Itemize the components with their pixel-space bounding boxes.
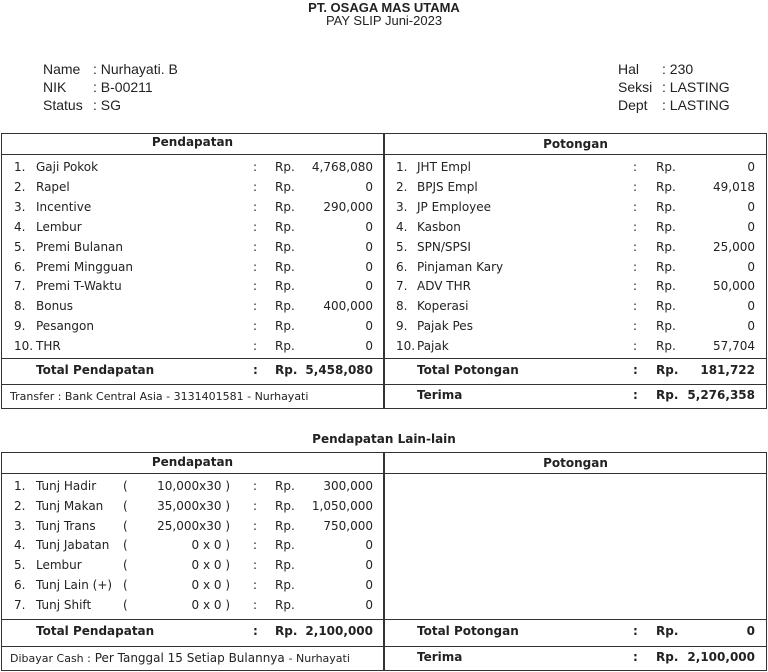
allowance-item-colon: : [253,597,258,612]
deduction-item-name: Pinjaman Kary [417,259,504,274]
dept-label: Dept [618,97,648,113]
other-total-income-amount: 2,100,000 [305,624,373,638]
income-item-amount: 0 [365,219,373,234]
other-total-income-colon: : [253,624,258,638]
allowance-item-currency: Rp. [275,518,295,533]
allowance-item-currency: Rp. [275,479,295,493]
deduction-item-amount: 0 [747,219,755,234]
allowance-item-amount: 750,000 [323,518,373,533]
allowance-item-number: 5. [14,558,26,573]
allowance-item-colon: : [253,518,258,533]
other-total-income-row [2,621,383,641]
other-total-deduction-row [385,621,766,641]
other-net-pay-amount: 2,100,000 [687,650,755,664]
income-item-name: Bonus [36,299,74,314]
total-income-label: Total Pendapatan [36,363,155,377]
income-item-colon: : [253,179,258,194]
income-item-number: 10. [14,339,34,354]
income-item-colon: : [253,239,258,254]
income-item-row [2,237,383,257]
other-total-deduction-currency: Rp. [656,624,679,638]
income-item-colon: : [253,219,258,234]
other-income-title: Pendapatan [151,455,234,469]
allowance-item-name: Lembur [36,558,82,573]
deduction-item-currency: Rp. [656,179,676,194]
cash-label: Dibayar Cash : [10,652,91,665]
allowance-item-amount: 0 [365,538,373,553]
status-value: : SG [93,97,122,113]
deduction-item-row [385,257,766,277]
allowance-item-row [2,476,383,496]
income-item-currency: Rp. [275,219,295,234]
employee-info-left [43,60,178,114]
allowance-item-currency: Rp. [275,498,295,513]
income-item-number: 4. [14,219,26,234]
payslip-period: PAY SLIP Juni-2023 [325,13,443,28]
deduction-item-amount: 50,000 [713,279,755,294]
cash-name: - Nurhayati [288,652,350,665]
deduction-item-number: 5. [396,239,408,254]
deduction-item-name: SPN/SPSI [417,239,471,254]
deduction-item-number: 2. [396,179,408,194]
other-net-pay-colon: : [633,650,638,664]
other-total-deduction-amount: 0 [746,624,755,638]
income-item-name: Pesangon [36,319,94,334]
allowance-item-paren: ( [123,558,128,573]
other-deduction-title: Potongan [543,456,608,470]
net-pay-row [385,385,766,405]
income-item-number: 9. [14,319,26,334]
allowance-item-colon: : [253,558,258,573]
allowance-item-name: Tunj Trans [36,518,96,533]
income-item-name: Premi T-Waktu [36,279,122,294]
other-net-pay-currency: Rp. [656,650,679,664]
allowance-item-row [2,535,383,555]
allowance-item-name: Tunj Shift [36,597,92,612]
income-item-currency: Rp. [275,239,295,254]
deduction-item-number: 8. [396,299,408,314]
deduction-item-number: 3. [396,199,408,214]
seksi-label: Seksi [618,79,653,95]
income-item-currency: Rp. [275,160,295,174]
income-item-row [2,336,383,356]
deduction-item-colon: : [633,259,638,274]
deduction-item-number: 9. [396,319,408,334]
deduction-item-row [385,237,766,257]
net-pay-colon: : [633,388,638,402]
deduction-item-amount: 0 [747,199,755,214]
deduction-item-row [385,276,766,296]
deduction-item-currency: Rp. [656,339,676,354]
income-item-amount: 0 [365,239,373,254]
deduction-item-number: 6. [396,259,408,274]
deduction-item-currency: Rp. [656,319,676,334]
allowance-item-paren: ( [123,578,128,592]
allowance-item-number: 2. [14,498,26,513]
income-item-amount: 0 [365,319,373,334]
total-income-amount: 5,458,080 [305,363,373,377]
income-item-number: 7. [14,279,26,294]
deduction-item-row [385,336,766,356]
allowance-item-number: 3. [14,518,26,533]
income-item-colon: : [253,299,258,314]
income-item-amount: 0 [365,279,373,294]
total-deduction-colon: : [633,363,638,377]
deduction-item-colon: : [633,160,638,174]
income-item-row [2,157,383,177]
deduction-item-colon: : [633,179,638,194]
hal-value: : 230 [662,61,694,77]
income-item-row [2,177,383,197]
net-pay-currency: Rp. [656,388,679,402]
other-income-section-title: Pendapatan Lain-lain [312,432,456,446]
allowance-item-calc: 0 x 0 ) [191,538,230,553]
allowance-item-currency: Rp. [275,597,295,612]
transfer-info: Transfer : Bank Central Asia - 3131401581 - Nurhayati [10,390,309,403]
income-item-colon: : [253,339,258,354]
deduction-item-amount: 0 [747,319,755,334]
nik-label: NIK [43,79,67,95]
income-item-colon: : [253,279,258,294]
deduction-item-name: Koperasi [417,299,469,314]
net-pay-amount: 5,276,358 [687,388,755,402]
name-value: : Nurhayati. B [93,61,178,77]
allowance-item-calc: 10,000x30 ) [157,479,230,493]
total-deduction-row [385,360,766,380]
income-item-row [2,276,383,296]
deduction-item-name: Pajak Pes [417,319,473,334]
deduction-item-name: Kasbon [417,219,461,234]
deduction-item-name: BPJS Empl [417,179,478,194]
income-item-currency: Rp. [275,319,295,334]
allowance-item-calc: 0 x 0 ) [191,597,230,612]
total-deduction-currency: Rp. [656,363,679,377]
allowance-item-amount: 1,050,000 [311,498,373,513]
income-item-amount: 290,000 [323,199,373,214]
allowance-item-paren: ( [123,479,128,493]
allowance-item-row [2,575,383,595]
deduction-item-colon: : [633,219,638,234]
deduction-item-currency: Rp. [656,239,676,254]
allowance-item-currency: Rp. [275,538,295,553]
deduction-item-currency: Rp. [656,299,676,314]
income-item-colon: : [253,259,258,274]
total-deduction-amount: 181,722 [700,363,755,377]
allowance-item-name: Tunj Makan [36,498,104,513]
deduction-item-colon: : [633,199,638,214]
deduction-item-name: JHT Empl [417,160,471,174]
allowance-item-row [2,555,383,575]
dept-value: : LASTING [662,97,730,113]
deduction-item-currency: Rp. [656,259,676,274]
deduction-box [384,133,767,409]
deduction-item-row [385,316,766,336]
cash-payment-info [10,648,350,668]
allowance-item-calc: 25,000x30 ) [157,518,230,533]
deduction-item-currency: Rp. [656,219,676,234]
income-item-row [2,316,383,336]
deduction-item-number: 7. [396,279,408,294]
allowance-item-colon: : [253,578,258,592]
income-item-name: Lembur [36,219,82,234]
income-item-name: Gaji Pokok [36,160,99,174]
income-item-row [2,296,383,316]
allowance-item-colon: : [253,498,258,513]
income-item-amount: 400,000 [323,299,373,314]
deduction-item-amount: 0 [747,299,755,314]
other-net-pay-row [385,647,766,667]
income-item-name: Rapel [36,179,70,194]
deduction-item-row [385,296,766,316]
allowance-item-number: 6. [14,578,26,592]
deduction-item-row [385,217,766,237]
total-income-row [2,360,383,380]
income-item-row [2,257,383,277]
allowance-item-amount: 0 [365,578,373,592]
total-income-currency: Rp. [275,363,298,377]
income-item-number: 1. [14,160,26,174]
allowance-item-number: 1. [14,479,26,493]
allowance-item-amount: 0 [365,558,373,573]
income-box [1,133,384,409]
income-item-number: 6. [14,259,26,274]
allowance-item-paren: ( [123,498,128,513]
income-item-number: 8. [14,299,26,314]
allowance-item-row [2,496,383,516]
deduction-item-row [385,157,766,177]
income-item-amount: 0 [365,179,373,194]
income-item-name: Premi Bulanan [36,239,124,254]
deduction-item-colon: : [633,239,638,254]
income-item-name: Incentive [36,199,92,214]
deduction-item-number: 4. [396,219,408,234]
deduction-item-row [385,177,766,197]
hal-label: Hal [618,61,640,77]
deduction-item-number: 1. [396,160,408,174]
income-item-currency: Rp. [275,179,295,194]
allowance-item-colon: : [253,538,258,553]
deduction-item-currency: Rp. [656,199,676,214]
cash-text: Per Tanggal 15 Setiap Bulannya [94,651,285,665]
income-item-colon: : [253,199,258,214]
deduction-item-colon: : [633,339,638,354]
allowance-item-paren: ( [123,538,128,553]
deduction-item-amount: 0 [747,259,755,274]
income-title: Pendapatan [151,135,234,149]
deduction-item-currency: Rp. [656,160,676,174]
income-item-amount: 0 [365,339,373,354]
employee-info-right [618,60,730,114]
other-net-pay-label: Terima [417,650,463,664]
deduction-item-number: 10. [396,339,416,354]
income-item-name: Premi Mingguan [36,259,134,274]
income-item-colon: : [253,160,258,174]
deduction-item-name: Pajak [417,339,449,354]
seksi-value: : LASTING [662,79,730,95]
allowance-item-name: Tunj Hadir [36,479,97,493]
total-deduction-label: Total Potongan [417,363,519,377]
deduction-item-amount: 57,704 [713,339,755,354]
nik-value: : B-00211 [93,79,153,95]
deduction-item-row [385,197,766,217]
income-item-number: 3. [14,199,26,214]
allowance-item-row [2,595,383,615]
income-item-amount: 4,768,080 [311,160,373,174]
net-pay-label: Terima [417,388,463,402]
deduction-item-amount: 0 [747,160,755,174]
company-name: PT. OSAGA MAS UTAMA [308,0,460,15]
allowance-item-number: 4. [14,538,26,553]
other-deduction-box [384,452,767,671]
income-item-colon: : [253,319,258,334]
other-total-deduction-label: Total Potongan [417,624,519,638]
allowance-item-calc: 35,000x30 ) [157,498,230,513]
income-item-currency: Rp. [275,259,295,274]
income-item-number: 5. [14,239,26,254]
deduction-item-name: JP Employee [417,199,492,214]
other-total-income-label: Total Pendapatan [36,624,155,638]
allowance-item-row [2,516,383,536]
other-income-box [1,452,384,671]
deduction-item-amount: 25,000 [713,239,755,254]
income-item-currency: Rp. [275,299,295,314]
deduction-item-name: ADV THR [417,279,471,294]
other-total-deduction-colon: : [633,624,638,638]
deduction-title: Potongan [543,137,608,151]
allowance-item-calc: 0 x 0 ) [191,578,230,592]
allowance-item-amount: 0 [365,597,373,612]
name-label: Name [43,61,81,77]
allowance-item-name: Tunj Jabatan [36,538,110,553]
allowance-item-paren: ( [123,518,128,533]
other-total-income-currency: Rp. [275,624,298,638]
income-item-number: 2. [14,179,26,194]
allowance-item-number: 7. [14,597,26,612]
income-item-amount: 0 [365,259,373,274]
income-item-row [2,197,383,217]
allowance-item-amount: 300,000 [323,479,373,493]
deduction-item-colon: : [633,319,638,334]
allowance-item-calc: 0 x 0 ) [191,558,230,573]
income-item-currency: Rp. [275,199,295,214]
allowance-item-currency: Rp. [275,558,295,573]
allowance-item-colon: : [253,479,258,493]
income-item-name: THR [36,339,61,354]
allowance-item-currency: Rp. [275,578,295,592]
status-label: Status [43,97,83,113]
deduction-item-amount: 49,018 [713,179,755,194]
income-item-currency: Rp. [275,339,295,354]
deduction-item-colon: : [633,279,638,294]
total-income-colon: : [253,363,258,377]
allowance-item-name: Tunj Lain (+) [36,578,113,592]
income-item-row [2,217,383,237]
income-item-currency: Rp. [275,279,295,294]
deduction-item-colon: : [633,299,638,314]
allowance-item-paren: ( [123,597,128,612]
deduction-item-currency: Rp. [656,279,676,294]
